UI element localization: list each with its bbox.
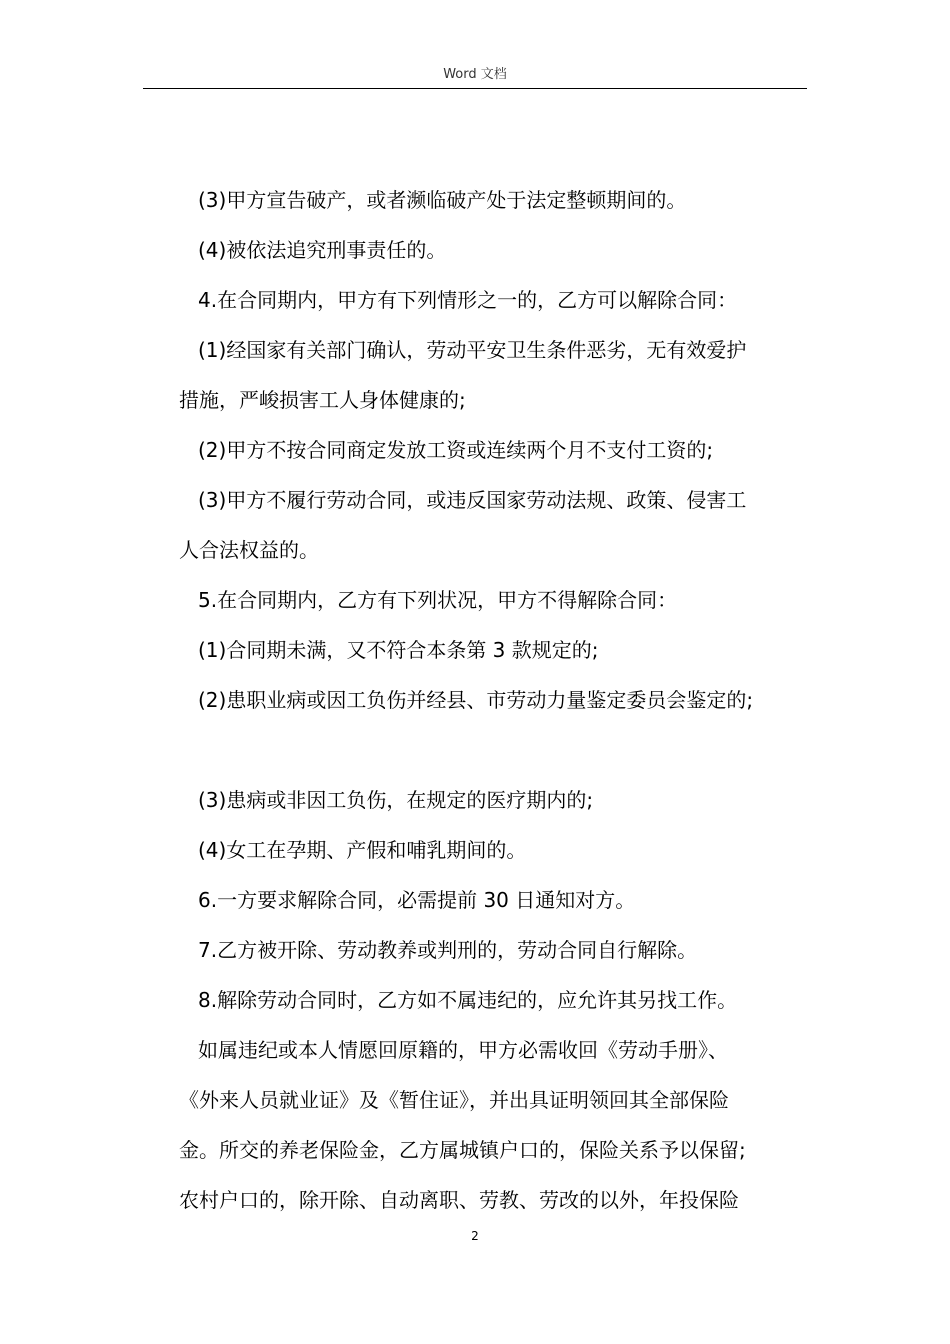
body-line: 8.解除劳动合同时，乙方如不属违纪的，应允许其另找工作。 bbox=[198, 988, 738, 1012]
body-line: 措施，严峻损害工人身体健康的; bbox=[179, 388, 466, 412]
body-line: (3)患病或非因工负伤，在规定的医疗期内的; bbox=[198, 788, 594, 812]
page-number: 2 bbox=[471, 1229, 479, 1243]
body-line: 5.在合同期内，乙方有下列状况，甲方不得解除合同： bbox=[198, 588, 678, 612]
body-line: 《外来人员就业证》及《暂住证》，并出具证明领回其全部保险 bbox=[179, 1088, 729, 1112]
body-line: 如属违纪或本人情愿回原籍的，甲方必需收回《劳动手册》、 bbox=[198, 1038, 728, 1062]
body-line: (1)经国家有关部门确认，劳动平安卫生条件恶劣，无有效爱护 bbox=[198, 338, 747, 362]
body-line: (4)女工在孕期、产假和哺乳期间的。 bbox=[198, 838, 527, 862]
body-line: 7.乙方被开除、劳动教养或判刑的，劳动合同自行解除。 bbox=[198, 938, 698, 962]
body-line: 金。所交的养老保险金，乙方属城镇户口的，保险关系予以保留; bbox=[179, 1138, 746, 1162]
body-line: 4.在合同期内，甲方有下列情形之一的，乙方可以解除合同： bbox=[198, 288, 738, 312]
body-line: 6.一方要求解除合同，必需提前 30 日通知对方。 bbox=[198, 888, 636, 912]
body-line: 人合法权益的。 bbox=[179, 538, 319, 562]
body-line: (2)患职业病或因工负伤并经县、市劳动力量鉴定委员会鉴定的; bbox=[198, 688, 754, 712]
body-line: (4)被依法追究刑事责任的。 bbox=[198, 238, 447, 262]
body-line: (2)甲方不按合同商定发放工资或连续两个月不支付工资的; bbox=[198, 438, 714, 462]
body-line: 农村户口的，除开除、自动离职、劳教、劳改的以外，年投保险 bbox=[179, 1188, 739, 1212]
body-line: (3)甲方宣告破产，或者濒临破产处于法定整顿期间的。 bbox=[198, 188, 687, 212]
header-divider bbox=[143, 88, 807, 89]
body-line: (1)合同期未满，又不符合本条第 3 款规定的; bbox=[198, 638, 599, 662]
page-header-title: Word 文档 bbox=[443, 67, 507, 82]
body-line: (3)甲方不履行劳动合同，或违反国家劳动法规、政策、侵害工 bbox=[198, 488, 747, 512]
